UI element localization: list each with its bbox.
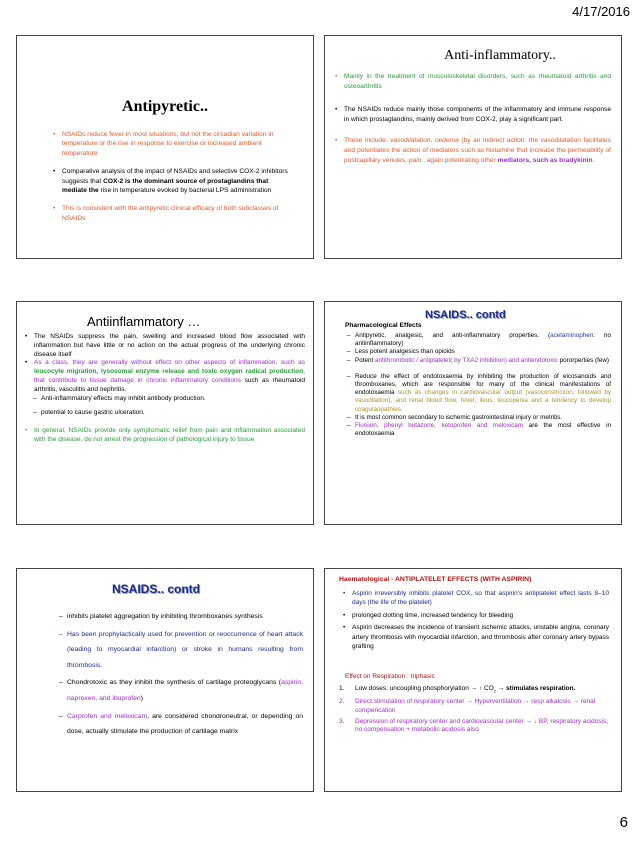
numbered-item: 2. Direct stimulation of respiratory center → Hyperventilation → resp alkalosis → renal compencation: [339, 698, 596, 714]
numbered-item: 1. Low doses: uncoupling phosphorylation → ↑ $CO_2$ → stimulates respiration.: [339, 685, 576, 694]
section-heading: Pharmacological Effects: [345, 322, 422, 329]
bullet: • Comparative analysis of the impact of NSAIDs and selective COX-2 inhibitors suggests that COX-2 is the dominant source of prostaglandins that mediate the rise in temperature evoked by bacterial LPS administration: [53, 167, 291, 195]
slide-anti-inflammatory: [324, 35, 622, 259]
slide-title: Anti-inflammatory..: [444, 48, 556, 63]
bullet: • Mainly in the treatment of musculoskeletal disorders, such as rheumatoid arthritis and osteoarthritis: [335, 72, 611, 91]
dash-item: – potential to cause gastric ulceration.: [33, 409, 305, 418]
page-number: 6: [619, 814, 628, 831]
bullet: • In general, NSAIDs provide only symptomatic relief from pain and inflammation associated with the disease, do not arrest the progression of pathological injury to tissue: [25, 427, 305, 445]
section-heading: Haematological - ANTIPLATELET EFFECTS (WITH ASPIRIN): [339, 576, 532, 583]
dash-item: – Antipyretic, analgesic, and anti-inflammatory properties. (acetaminophen: no antiinflammatory): [347, 332, 611, 348]
dash-item: – inhibits platelet aggregation by inhibiting thromboxanes synthesis: [59, 609, 303, 625]
dash-item: – Has been prophylactically used for prevention or reoccurrence of heart attack (leading to myocardial infarction) or stroke in humans resulting from thrombosis.: [59, 627, 303, 674]
bullet: • These include: vasodilatation, oedema (by an indirect action: the vasodilatation facilitates and potentiates the action of mediators such as histamine that increase the permeability of postcapillary venules, pain , again potentiating other mediators, such as bradykinin.: [335, 136, 611, 165]
slide-nsaids-pharmacological: [324, 301, 622, 525]
slide-antipyretic: [16, 35, 314, 259]
slide-title: NSAIDS.. contd: [112, 582, 201, 596]
dash-item: – Less potent analgesics than opioids: [347, 348, 611, 356]
bullet: • Aspirin irreversibly inhibits platelet COX, so that aspirin's antiplatelet effect lasts 8–10 days (the life of the platelet): [343, 589, 609, 608]
date-stamp: 4/17/2016: [572, 4, 630, 19]
bullet: • The NSAIDs suppress the pain, swelling and increased blood flow associated with inflammation but have little or no action on the actual progress of the underlying chronic disease itself: [25, 333, 305, 359]
dash-item: – Reduce the effect of endotoxaemia by inhibiting the production of eicosanoids and thromboxanes, which are responsible for many of the clinical manifestations of endotoxaemia such as changes in cardiovascular output (vasoconstriction, followed by vasodilation), and renal blood flow, fever, ileus, leucopenia and a tendency to develop coagulaopathies.: [347, 373, 611, 414]
slide-haematological: [324, 568, 622, 792]
dash-item: – Carprofen and meloxicam, are considered chondroneutral, or depending on dose, actually stimulate the production of cartilage matrix: [59, 709, 303, 740]
bullet: • The NSAIDs reduce mainly those components of the inflammatory and immune response in which prostaglandins, mainly derived from COX-2, play a significant part.: [335, 105, 611, 124]
bullet: • prolonged clotting time, increased tendency for bleeding: [343, 611, 609, 620]
dash-item: – Chondrotoxic as they inhibit the synthesis of cartilage proteoglycans (aspirin, naproxen, and ibuprofen): [59, 675, 303, 706]
numbered-item: 3. Depression of respiratory center and cardiovascular center → ↓ BP, respiratory acidosis, no compensation + metabolic acidosis also: [339, 717, 609, 734]
bullet: • NSAIDs reduce fever in most situations, but not the circadian variation in temperature or the rise in response to exercise or increased ambient temperature: [53, 130, 291, 158]
dash-item: – Potent antithrombotic / antiplatelet( by TXA2 inhibition) and antiendotoxic pororperties (few): [347, 357, 611, 365]
bullet: • This is consistent with the antipyretic clinical efficacy of both subclasses of NSAIDs: [53, 204, 291, 223]
bullet: • Aspirin decreases the incidence of transient ischemic attacks, unstable angina, coronary artery thrombosis with myocardial infarction, and thrombosis after coronary artery bypass grafting: [343, 623, 609, 651]
slide-title: Antiinflammatory …: [87, 314, 201, 329]
dash-item: – Flunixin, phenyl butazone, ketoprofen and meloxicam are the most effective in endotoxaemia: [347, 422, 611, 438]
slide-antiinflammatory-cont: [16, 301, 314, 525]
bullet: • As a class, they are generally without effect on other aspects of inflammation, such as leucocyte migration, lysosomal enzyme release and toxic oxygen radical production, that contribute to tissue damage in chronic inflammatory conditions such as rheumatoid arthritis, vasculitis and nephritis.: [25, 359, 305, 394]
dash-item: – It is most common secondary to ischemic gastrointestinal injury or metritis.: [347, 414, 611, 422]
dash-item: – Anti-inflammatory effects may inhibit antibody production.: [33, 395, 305, 404]
slide-title: Antipyretic..: [122, 98, 208, 115]
section-heading: Effect on Respiration : triphasic: [345, 673, 435, 680]
slide-nsaids-contd: [16, 568, 314, 792]
slide-title: NSAIDS.. contd: [425, 309, 506, 321]
